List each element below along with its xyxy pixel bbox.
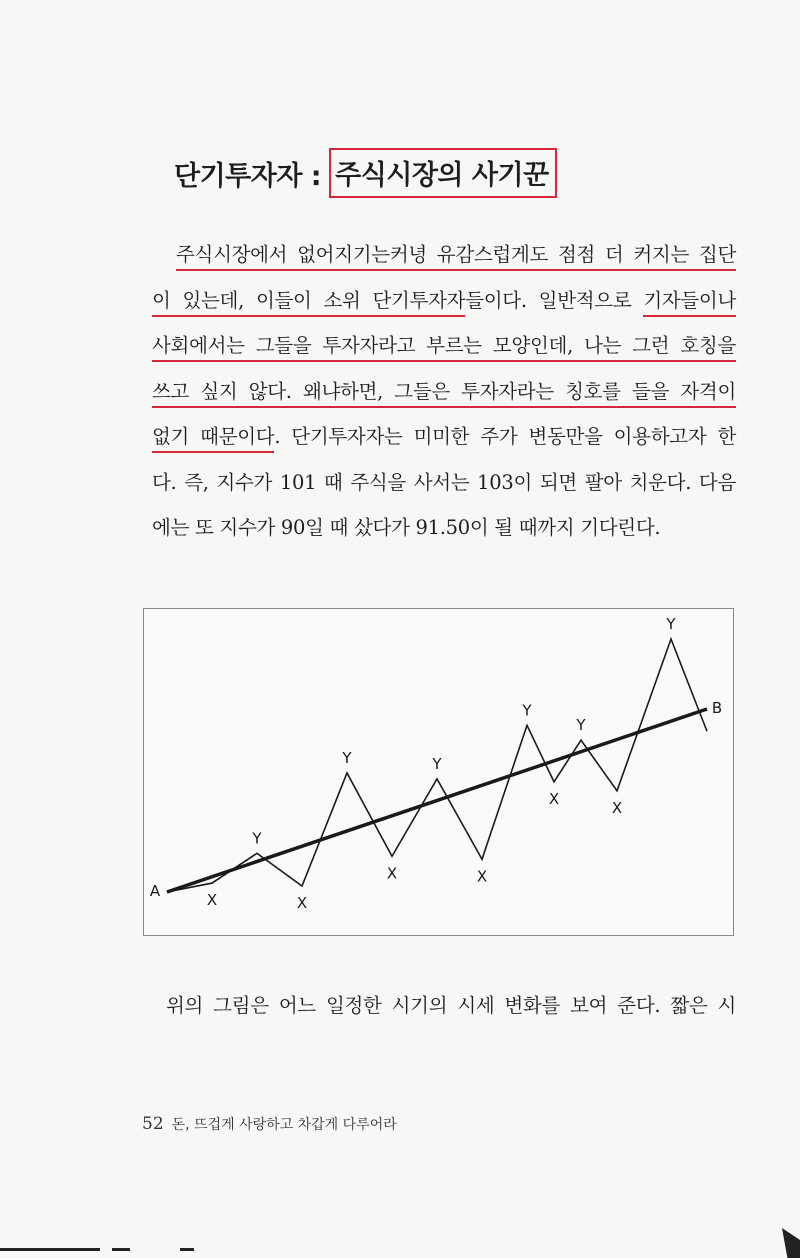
text-segment: 다. 즉, 지수가 101 때 주식을 사서는 103이 되면 팔아 치운다. 다음 [152,470,736,494]
peak-label: Y [432,754,442,773]
peak-label: Y [576,716,586,735]
scan-edge-mark [112,1248,130,1251]
paragraph-line [152,369,736,415]
paragraph-line [152,323,736,369]
text-segment: 에는 또 지수가 90일 때 샀다가 91.50이 될 때까지 기다린다. [152,516,661,539]
scan-edge-mark [0,1248,100,1251]
underlined-text: 없기 때문이다 [152,425,274,453]
underlined-text: 주식시장에서 없어지기는커녕 유감스럽게도 점점 더 커지는 집단 [176,243,736,271]
scan-edge-mark [180,1248,194,1251]
trough-label: X [476,867,488,886]
underlined-text: 기자들이나 [643,289,736,317]
underlined-text: 사회에서는 그들을 투자자라고 부르는 모양인데, 나는 그런 호칭을 [152,334,736,362]
trend-end-label: B [711,699,723,717]
paragraph-line [152,232,736,278]
trough-label: X [206,891,218,910]
paragraph-line [152,460,736,506]
underlined-text: 쓰고 싶지 않다. 왜냐하면, 그들은 투자자라는 칭호를 들을 자격이 [152,380,736,408]
chart-figure [143,608,734,936]
trend-line [167,709,707,892]
peak-label: Y [252,829,262,848]
page-number: 52 [142,1114,164,1134]
trough-label: X [386,864,398,883]
trough-label: X [296,894,308,913]
peak-label: Y [522,701,532,720]
underlined-text: 이 있는데, 이들이 소위 단기투자자 [152,289,465,317]
paragraph-line [152,505,736,551]
trough-label: X [548,789,560,808]
running-title: 돈, 뜨겁게 사랑하고 차갑게 다루어라 [171,1117,397,1133]
heading-boxed-phrase: 주식시장의 사기꾼 [329,148,557,198]
paragraph-line [152,278,736,324]
page-footer [142,1114,397,1134]
zigzag-chart [144,609,733,935]
trend-start-label: A [149,882,161,900]
section-heading [174,148,557,198]
body-paragraph [152,232,736,551]
body-paragraph-2: 위의 그림은 어느 일정한 시기의 시세 변화를 보여 준다. 짧은 시 [166,994,736,1017]
scan-corner-mark [782,1228,800,1258]
text-segment: . 단기투자자는 미미한 주가 변동만을 이용하고자 한 [274,425,736,448]
peak-label: Y [666,615,676,633]
peak-label: Y [342,748,352,767]
paragraph-line [152,414,736,460]
heading-prefix: 단기투자자 : [174,160,322,192]
trough-label: X [611,798,623,817]
text-segment: 들이다. 일반적으로 [465,288,644,312]
